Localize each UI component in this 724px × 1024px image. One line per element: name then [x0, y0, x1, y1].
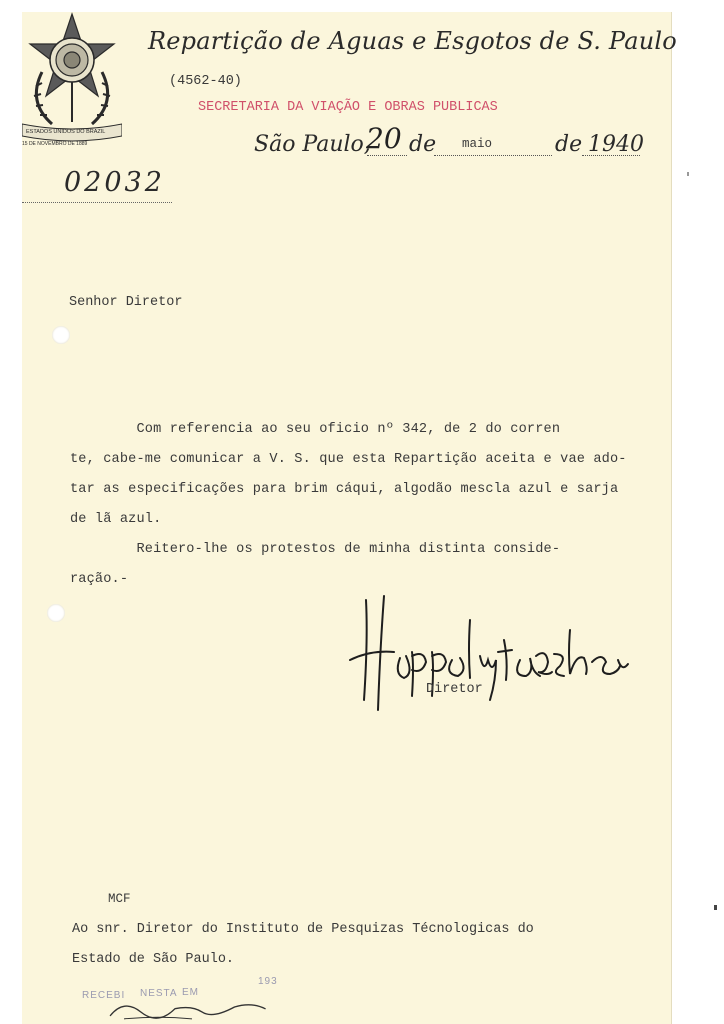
institution-title: Repartição de Aguas e Esgotos de S. Paulo [148, 27, 677, 55]
signature-name [358, 637, 611, 667]
reference-number: (4562-40) [169, 74, 242, 89]
date-place: São Paulo, [254, 132, 371, 157]
margin-speck [714, 905, 717, 910]
protocol-number: 02032 [64, 167, 165, 198]
receipt-stamp-label-2: NESTA [140, 988, 178, 999]
coat-of-arms-crest [22, 12, 122, 152]
salutation: Senhor Diretor [69, 295, 183, 310]
date-month: maio [462, 137, 493, 151]
crest-ribbon-text: ESTADOS UNIDOS DO BRAZIL [26, 129, 106, 135]
margin-speck-2 [687, 172, 689, 176]
typist-initials: MCF [108, 892, 131, 906]
punch-hole-bottom [47, 604, 65, 622]
date-de-2: de [555, 132, 583, 157]
date-de-1: de [409, 132, 437, 157]
body-line-2: te, cabe-me comunicar a V. S. que esta Repartição aceita e vae ado- [70, 452, 627, 467]
day-dotline [367, 155, 407, 156]
receipt-signature-text [122, 996, 195, 1020]
signature-title: Diretor [426, 682, 483, 697]
date-year: 1940 [588, 132, 644, 157]
body-line-1: Com referencia ao seu oficio nº 342, de 2 do corren [70, 422, 561, 437]
receipt-stamp-label-1: RECEBI [82, 990, 126, 1001]
date-day: 20 [366, 122, 402, 155]
receipt-stamp-label-3: EM [182, 987, 199, 998]
crest-date-text: 15 DE NOVEMBRO DE 1889 [22, 141, 88, 147]
protocol-underline [22, 202, 172, 203]
letter-sheet [22, 12, 677, 1024]
addressee-line-2: Estado de São Paulo. [72, 952, 235, 967]
year-dotline [582, 155, 640, 156]
receipt-stamp-number: 193 [258, 976, 278, 987]
body-line-5: Reitero-lhe os protestos de minha distinta conside- [70, 542, 561, 557]
body-line-6: ração.- [70, 572, 129, 587]
secretariat-heading: SECRETARIA DA VIAÇÃO E OBRAS PUBLICAS [198, 100, 498, 115]
month-dotline [434, 155, 552, 156]
addressee-line-1: Ao snr. Diretor do Instituto de Pesquizas Técnologicas do [72, 922, 534, 937]
body-line-4: de lã azul. [70, 512, 162, 527]
punch-hole-top [52, 326, 70, 344]
body-line-3: tar as especificações para brim cáqui, algodão mescla azul e sarja [70, 482, 619, 497]
